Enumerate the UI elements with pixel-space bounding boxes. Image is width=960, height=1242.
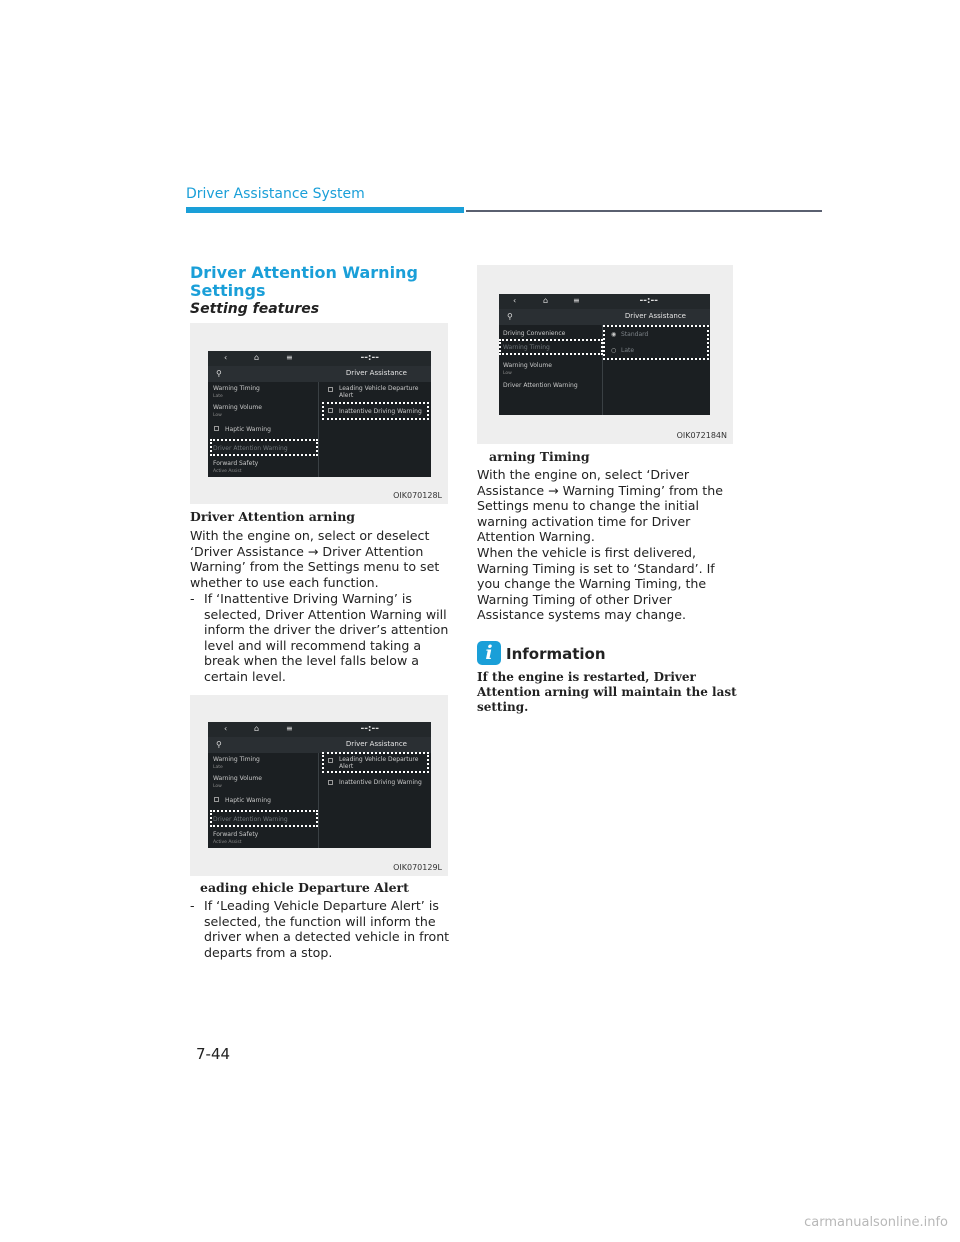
screen-item-driver-attention-warning: Driver Attention Warning [503, 382, 578, 389]
highlight-left [210, 439, 318, 456]
screen-option-standard: Standard [621, 331, 649, 338]
caption-driver-attention: Driver Attention arning [190, 509, 356, 524]
screen-panel-title: Driver Assistance [345, 740, 407, 748]
highlight-right [322, 752, 429, 773]
screen-1 [208, 351, 431, 477]
screen-topbar [499, 294, 710, 309]
checkbox-icon [328, 780, 333, 785]
page-number: 7-44 [196, 1045, 231, 1063]
para-warning-timing-1: With the engine on, select ‘Driver Assistance → Warning Timing’ from the Settings menu to change the initial warning activation time for Driver Attention Warning. [477, 467, 723, 544]
bullet-text: If ‘Leading Vehicle Departure Alert’ is selected, the function will inform the driver when a detected vehicle in front departs from a stop. [204, 898, 450, 960]
para-driver-attention: With the engine on, select or deselect ‘Driver Assistance → Driver Attention Warning’ from the Settings menu to set whether to use each function. [190, 528, 440, 590]
highlight-left [499, 339, 603, 355]
menu-icon: ≡ [286, 724, 293, 733]
screen-panel-head [499, 309, 710, 325]
screen-option-inattentive: Inattentive Driving Warning [339, 408, 422, 415]
back-icon: ‹ [513, 296, 517, 305]
screen-topbar [208, 351, 431, 366]
caption-leading-vehicle: eading ehicle Departure Alert [200, 880, 409, 895]
screen-panel-title: Driver Assistance [345, 369, 407, 377]
home-icon: ⌂ [543, 296, 549, 305]
back-icon: ‹ [224, 724, 228, 733]
information-icon: i [477, 641, 501, 665]
screen-clock: --:-- [639, 296, 658, 306]
info-text: If the engine is restarted, Driver Attention arning will maintain the last setting. [477, 670, 737, 714]
watermark: carmanualsonline.info [804, 1215, 948, 1230]
screen-item-warning-timing-value: Late [213, 765, 223, 770]
screen-option-late: Late [621, 347, 635, 354]
radio-selected-icon: ◉ [611, 331, 617, 338]
figure-3 [477, 265, 733, 444]
info-title: Information [506, 645, 606, 663]
screen-divider [318, 382, 319, 477]
screen-item-forward-safety: Forward Safety [213, 460, 259, 467]
home-icon: ⌂ [254, 353, 260, 362]
home-icon: ⌂ [254, 724, 260, 733]
figure-code: OIK070128L [393, 491, 442, 500]
screen-option-leading-vehicle: Leading Vehicle Departure Alert [339, 385, 419, 399]
screen-item-driver-attention-warning: Driver Attention Warning [213, 445, 288, 452]
screen-item-warning-volume-value: Low [213, 784, 222, 789]
caption-warning-timing: arning Timing [489, 449, 590, 464]
checkbox-icon [214, 797, 219, 802]
screen-divider [318, 753, 319, 848]
figure-code: OIK072184N [676, 431, 727, 440]
screen-panel-title: Driver Assistance [624, 312, 686, 320]
screen-item-forward-safety-value: Active Assist [213, 840, 242, 845]
bullet-mark: - [190, 591, 195, 606]
highlight-left [210, 810, 318, 827]
screen-item-warning-volume: Warning Volume [213, 404, 262, 411]
screen-item-warning-timing: Warning Timing [213, 756, 260, 763]
screen-panel-head [208, 737, 431, 753]
bullet-text: If ‘Inattentive Driving Warning’ is selected, Driver Attention Warning will inform the driver the driver’s attention level and will recommend taking a break when the level falls below a certain level. [204, 591, 449, 684]
screen-item-driver-attention-warning: Driver Attention Warning [213, 816, 288, 823]
radio-icon: ○ [611, 347, 617, 354]
screen-item-forward-safety-value: Active Assist [213, 469, 242, 474]
screen-clock: --:-- [360, 724, 379, 734]
search-icon: ⚲ [507, 312, 513, 321]
screen-item-warning-volume: Warning Volume [503, 362, 552, 369]
screen-item-warning-timing-value: Late [213, 394, 223, 399]
screen-option-inattentive: Inattentive Driving Warning [339, 779, 422, 786]
section-subtitle: Setting features [190, 301, 320, 317]
checkbox-icon [214, 426, 219, 431]
figure-2 [190, 695, 448, 876]
bullet-mark: - [190, 898, 195, 913]
screen-item-warning-volume: Warning Volume [213, 775, 262, 782]
search-icon: ⚲ [216, 740, 222, 749]
para-warning-timing-2: When the vehicle is first delivered, Warning Timing is set to ‘Standard’. If you change the Warning Timing, the Warning Timing of other Driver Assistance systems may change. [477, 545, 715, 622]
section-title: Driver Attention Warning Settings [190, 263, 418, 300]
screen-item-haptic-warning: Haptic Warning [225, 797, 271, 804]
header-title: Driver Assistance System [186, 186, 365, 202]
header-bar-rule [466, 210, 822, 212]
screen-item-warning-volume-value: Low [213, 413, 222, 418]
back-icon: ‹ [224, 353, 228, 362]
screen-item-warning-volume-value: Low [503, 371, 512, 376]
search-icon: ⚲ [216, 369, 222, 378]
screen-item-driving-convenience: Driving Convenience [503, 330, 566, 337]
figure-1 [190, 323, 448, 504]
screen-3 [499, 294, 710, 415]
highlight-right [603, 325, 709, 360]
screen-item-forward-safety: Forward Safety [213, 831, 259, 838]
figure-code: OIK070129L [393, 863, 442, 872]
screen-topbar [208, 722, 431, 737]
highlight-right [322, 402, 429, 420]
screen-item-warning-timing: Warning Timing [213, 385, 260, 392]
menu-icon: ≡ [286, 353, 293, 362]
menu-icon: ≡ [573, 296, 580, 305]
screen-item-warning-timing: Warning Timing [503, 344, 550, 351]
screen-clock: --:-- [360, 353, 379, 363]
screen-2 [208, 722, 431, 848]
screen-item-haptic-warning: Haptic Warning [225, 426, 271, 433]
screen-option-leading-vehicle: Leading Vehicle Departure Alert [339, 756, 419, 770]
checkbox-icon [328, 387, 333, 392]
screen-panel-head [208, 366, 431, 382]
header-bar-accent [186, 207, 464, 213]
